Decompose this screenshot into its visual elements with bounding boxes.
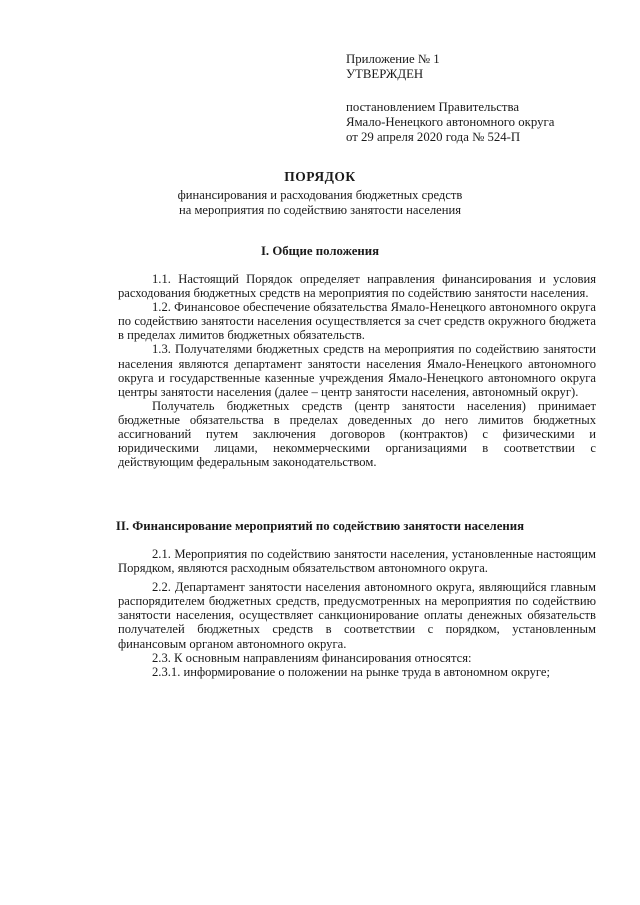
authority-line: Ямало-Ненецкого автономного округа <box>346 115 555 129</box>
section-2-body <box>118 547 596 679</box>
paragraph-2-3-1: 2.3.1. информирование о положении на рынке труда в автономном округе; <box>152 664 551 679</box>
approval-stamp <box>346 52 616 145</box>
document-subtitle-line2: на мероприятия по содействию занятости населения <box>178 203 461 217</box>
section-2-heading: II. Финансирование мероприятий по содействию занятости населения <box>115 519 525 533</box>
paragraph-1-1: 1.1. Настоящий Порядок определяет направления финансирования и условия расходования бюджетных средств на мероприятия по содействию занятости населения. <box>118 272 596 301</box>
paragraph-2-3: 2.3. К основным направлениям финансирования относятся: <box>152 650 472 665</box>
appendix-number: Приложение № 1 <box>346 52 440 66</box>
paragraph-1-3-recipient: Получатель бюджетных средств (центр занятости населения) принимает бюджетные обязательства в пределах доведенных до него лимитов бюджетных ассигнований путем заключения договоров (контрактов) с физическими и юридическими лицами, некоммерческими организациями в соответствии с действующим федеральным законодательством. <box>118 398 596 470</box>
section-1-heading: I. Общие положения <box>260 244 380 258</box>
paragraph-2-1: 2.1. Мероприятия по содействию занятости населения, установленные настоящим Порядком, являются расходным обязательством автономного округа. <box>118 547 596 576</box>
section-1-body <box>118 272 596 469</box>
document-title-block <box>0 169 640 218</box>
resolution-date: от 29 апреля 2020 года № 524-П <box>346 130 521 144</box>
paragraph-1-3: 1.3. Получателями бюджетных средств на мероприятия по содействию занятости населения являются департамент занятости населения Ямало-Ненецкого автономного округа и государственные казенные учреждения Ямало-Ненецкого автономного округа центры занятости населения (далее – центр занятости населения, автономный округ). <box>118 342 596 399</box>
document-title: ПОРЯДОК <box>284 169 356 184</box>
paragraph-1-2: 1.2. Финансовое обеспечение обязательства Ямало-Ненецкого автономного округа по содействию занятости населения осуществляется за счет средств окружного бюджета в пределах лимитов бюджетных обязательств. <box>118 300 596 343</box>
resolution-line: постановлением Правительства <box>346 100 520 114</box>
document-subtitle-line1: финансирования и расходования бюджетных средств <box>177 188 463 202</box>
approved-label: УТВЕРЖДЕН <box>346 67 424 81</box>
paragraph-2-2: 2.2. Департамент занятости населения автономного округа, являющийся главным распорядителем бюджетных средств, предусмотренных на мероприятия по содействию занятости населения, осуществляет санкционирование оплаты денежных обязательств получателей бюджетных средств в соответствии с порядком, установленным финансовым органом автономного округа. <box>118 580 596 651</box>
